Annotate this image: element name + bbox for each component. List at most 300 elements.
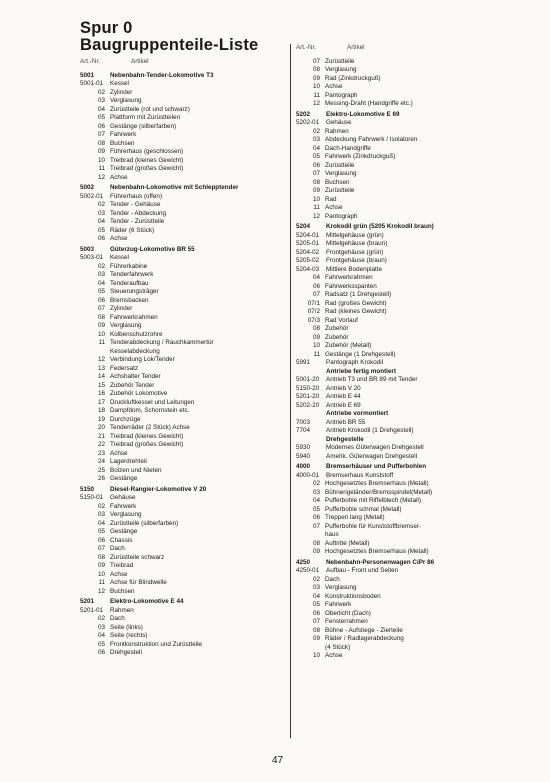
article-number: 11 [98, 579, 105, 586]
article-number: 14 [97, 373, 105, 380]
article-number: 08 [312, 325, 320, 332]
article-number: 10 [97, 330, 105, 338]
list-item [296, 300, 496, 309]
article-number: 10 [97, 570, 105, 578]
article-description: Plattform mit Zurüstteilen [110, 114, 180, 121]
article-number: 12 [97, 587, 105, 595]
article-description: Antriebe fertig montiert [326, 367, 396, 375]
article-number: 06 [97, 235, 105, 242]
article-number: 13 [97, 364, 105, 372]
article-description: Radsatz (1 Drehgestell) [325, 291, 392, 298]
list-item [80, 210, 285, 219]
article-description: Fahrwerkrahmen [325, 274, 373, 281]
left-column [80, 58, 285, 658]
list-item [80, 649, 285, 658]
article-number: 09 [312, 635, 320, 642]
article-description: Führerhaus (geschlossen) [110, 148, 184, 155]
article-number: 03 [312, 584, 320, 591]
list-item [296, 249, 496, 258]
article-description: Treibrad (großes Gewicht) [110, 165, 184, 172]
list-item [80, 494, 285, 503]
article-description: Rahmen [110, 606, 134, 614]
list-item [296, 317, 496, 326]
list-item [80, 218, 285, 227]
section-row [296, 559, 496, 568]
list-item [296, 410, 496, 419]
list-item [80, 288, 285, 297]
article-description: Zurüstteile schwarz [110, 553, 165, 561]
list-item [296, 334, 496, 343]
article-description: Antrieb BR 55 [326, 418, 366, 426]
article-description: Chassis [110, 536, 133, 544]
article-description: Verglasung [325, 66, 357, 73]
article-description: Kolbenschutzrohre [110, 330, 163, 338]
article-number: 5003 [80, 245, 95, 253]
article-description: Bremsbacken [110, 296, 149, 304]
article-description: Hochgesetztes Bremserhaus (Metall) [325, 548, 429, 555]
list-item [296, 652, 496, 661]
article-number [80, 348, 110, 357]
list-item [296, 567, 496, 576]
article-description: Elektro-Lokomotive E 69 [326, 110, 400, 118]
article-number: 07/2 [307, 308, 320, 315]
article-description: Tender - Gehäuse [110, 201, 161, 208]
article-number: 10 [312, 83, 320, 90]
list-item [296, 635, 496, 644]
article-description: Achse [110, 235, 128, 242]
article-number: 04 [97, 105, 105, 113]
list-item [80, 271, 285, 280]
article-description: Zurüstteile (silberfarben) [110, 519, 179, 527]
article-description: Pufferbohle schmal (Metall) [325, 505, 402, 513]
list-item [80, 193, 285, 202]
list-item [80, 227, 285, 236]
article-description: Zurüstteile (rot und schwarz) [110, 105, 190, 113]
article-description: Mittelgehäuse (grün) [326, 231, 384, 239]
article-description: Rad [325, 195, 337, 203]
article-number: 08 [312, 66, 320, 73]
article-description: Seite (rechts) [110, 632, 148, 639]
article-number: 4250 [296, 558, 311, 566]
article-number: 06 [97, 649, 105, 656]
article-description: Frontgehäuse (grün) [326, 248, 384, 256]
article-number: 26 [97, 475, 105, 482]
article-number: 06 [97, 122, 105, 130]
list-item [80, 123, 285, 132]
artikel-header: Artikel [131, 58, 149, 65]
article-number: 5202 [296, 110, 311, 118]
article-number: 4000 [296, 463, 311, 470]
list-item [296, 497, 496, 506]
article-description: Führerhaus (offen) [110, 192, 163, 200]
article-description: Treibrad (kleines Gewicht) [110, 156, 184, 164]
article-number: 08 [312, 539, 320, 547]
article-number: 03 [97, 271, 105, 278]
list-item [296, 584, 496, 593]
list-item [80, 305, 285, 314]
article-description: Treibrad (großes Gewicht) [110, 441, 184, 448]
list-item [80, 348, 285, 357]
article-description: Kessel [110, 254, 129, 261]
list-item [296, 75, 496, 84]
list-item [80, 641, 285, 650]
article-number: 5150-20 [296, 384, 320, 392]
article-number: 5002-01 [80, 192, 104, 200]
article-number: 08 [312, 626, 320, 634]
article-description: Zurüstteile [325, 187, 355, 194]
article-description: Verglasung [325, 584, 357, 591]
list-item [80, 297, 285, 306]
list-item [80, 441, 285, 450]
list-item [296, 393, 496, 402]
list-item [80, 235, 285, 244]
article-number: 04 [312, 497, 320, 504]
article-number: 07 [312, 522, 320, 530]
article-number: 5202-01 [296, 119, 320, 126]
section-row [80, 246, 285, 255]
article-number: 10 [312, 652, 320, 659]
list-item [296, 92, 496, 101]
list-item [80, 157, 285, 166]
article-description: Gestänge [110, 475, 138, 482]
list-item [296, 618, 496, 627]
article-number: 02 [312, 480, 320, 487]
article-description: Fahrwerksspanten [325, 282, 377, 290]
article-description: Zurüstteile [325, 161, 355, 169]
article-description: Tenderaufbau [110, 279, 149, 287]
article-description: Rad (kleines Gewicht) [325, 308, 387, 315]
list-item [80, 148, 285, 157]
article-number: 4250-01 [296, 567, 320, 574]
article-description: Zylinder [110, 305, 133, 312]
article-number: 05 [97, 114, 105, 121]
article-description: Verglasung [110, 511, 142, 518]
article-description: Güterzug-Lokomotive BR 55 [110, 245, 195, 253]
article-number: 09 [312, 74, 320, 82]
article-description: Buchsen [325, 178, 350, 186]
article-number: 23 [97, 449, 105, 457]
list-item [80, 562, 285, 571]
article-description: Antrieb V 20 [326, 384, 361, 392]
list-item [80, 373, 285, 382]
article-description: Antrieb T3 und BR 89 mit Tender [326, 376, 418, 383]
article-number: 20 [97, 424, 105, 431]
article-description: Druckluftkessel und Leitungen [110, 398, 195, 406]
article-number: 06 [312, 161, 320, 169]
article-description: Nebenbahn-Personenwagen CiPr 86 [326, 558, 435, 566]
article-description: Achshalter Tender [110, 373, 161, 380]
article-description: Rahmen [325, 127, 349, 135]
article-number: 05 [97, 640, 105, 648]
article-description: Federsatz [110, 364, 138, 372]
list-item [80, 607, 285, 616]
list-item [80, 165, 285, 174]
article-description: Durchzüge [110, 415, 141, 423]
list-item [296, 342, 496, 351]
list-item [296, 514, 496, 523]
article-number: 05 [97, 528, 105, 535]
article-description: Auftritte (Metall) [325, 539, 370, 547]
list-item [296, 187, 496, 196]
article-description: Nebenbahn-Lokomotive mit Schlepptender [110, 184, 239, 191]
article-number: 02 [97, 201, 105, 208]
list-item [296, 283, 496, 292]
article-number: 02 [312, 575, 320, 583]
article-description: Zubehör Lokomotive [110, 390, 168, 397]
list-item [80, 254, 285, 263]
list-item [80, 467, 285, 476]
list-item [80, 280, 285, 289]
article-description: Tender - Abdeckung [110, 209, 167, 217]
list-item [296, 576, 496, 585]
article-number: 16 [97, 390, 105, 397]
list-item [296, 119, 496, 128]
article-number: 24 [97, 458, 105, 465]
list-item [80, 131, 285, 140]
article-description: Elektro-Lokomotive E 44 [110, 598, 184, 605]
left-list [80, 72, 285, 658]
article-number: 05 [312, 505, 320, 513]
article-number: 12 [97, 173, 105, 181]
section-row [296, 111, 496, 120]
list-item [296, 540, 496, 549]
article-description: Hochgesetztes Bremserhaus (Metall) [325, 480, 429, 487]
list-item [296, 128, 496, 137]
list-item [80, 632, 285, 641]
list-item [296, 204, 496, 213]
article-number [296, 436, 326, 445]
article-description: Fensterrahmen [325, 618, 368, 625]
article-description: Modernes Güterwagen Drehgestell [326, 444, 424, 451]
list-item [296, 593, 496, 602]
article-description: Messing-Draht (Handgriffe etc.) [325, 100, 413, 107]
article-number: 5205-02 [296, 257, 320, 264]
list-item [80, 140, 285, 149]
list-item [296, 291, 496, 300]
article-number: 04 [97, 218, 105, 225]
article-number: 12 [312, 100, 320, 107]
list-item [296, 240, 496, 249]
article-description: Mittlere Bodenplatte [326, 265, 383, 273]
right-list [296, 58, 496, 661]
list-item [296, 274, 496, 283]
article-number: 07/1 [307, 299, 320, 307]
article-description: Dach [325, 575, 340, 583]
article-number: 04 [97, 279, 105, 287]
article-number: 09 [312, 548, 320, 555]
article-description: Zubehör Tender [110, 381, 155, 389]
article-description: Nebenbahn-Tender-Lokomotive T3 [110, 71, 214, 79]
list-item [80, 450, 285, 459]
article-number: 05 [97, 288, 105, 295]
list-item [296, 436, 496, 445]
list-item [80, 554, 285, 563]
article-description: Rad (großes Gewicht) [325, 299, 387, 307]
article-description: Verglasung [325, 170, 357, 177]
list-item [296, 58, 496, 67]
page-title [80, 20, 258, 54]
article-number: 07/3 [307, 316, 320, 324]
article-number: 05 [97, 226, 105, 234]
article-number: 06 [97, 296, 105, 304]
article-number: 5001-01 [80, 80, 104, 87]
article-number: 04 [97, 632, 105, 639]
section-row [80, 486, 285, 495]
list-item [296, 376, 496, 385]
article-number: 06 [312, 514, 320, 521]
article-description: Gehäuse [326, 119, 352, 126]
article-number: 05 [312, 153, 320, 160]
article-number: 5201-20 [296, 393, 320, 400]
article-description: Kessel [110, 80, 129, 87]
section-row [296, 223, 496, 232]
list-item [80, 424, 285, 433]
article-description: haus [325, 531, 339, 538]
article-description: Buchsen [110, 139, 135, 147]
article-description: Aufbau - Front und Seiten [326, 567, 399, 574]
article-number: 11 [313, 204, 320, 211]
article-description: Treppen lang (Metall) [325, 514, 385, 521]
article-description: Zubehör [325, 325, 349, 332]
list-item [296, 402, 496, 411]
article-number: 03 [312, 488, 320, 496]
article-description: Dampfdom, Schornstein etc. [110, 407, 190, 414]
list-item [296, 136, 496, 145]
list-item [296, 506, 496, 515]
article-number: 08 [97, 553, 105, 561]
list-item [80, 503, 285, 512]
list-item [80, 201, 285, 210]
article-description: Achse [325, 652, 343, 659]
list-item [80, 331, 285, 340]
article-description: Fahrwerk (Zinkdruckguß) [325, 153, 396, 160]
article-description: Oberlicht (Dach) [325, 609, 371, 617]
list-item [296, 489, 496, 498]
list-item [296, 170, 496, 179]
article-description: Bremserhaus Kunststoff [326, 471, 394, 479]
article-number: 7704 [296, 427, 311, 434]
list-item [296, 162, 496, 171]
article-description: Gehäuse [110, 494, 136, 501]
list-item [80, 624, 285, 633]
article-number: 10 [312, 195, 320, 203]
article-description: Dach [110, 545, 125, 552]
list-item [80, 263, 285, 272]
article-description: Bühnengeländer/Bremsspindel(Metall) [325, 488, 433, 496]
list-item [80, 416, 285, 425]
list-item [80, 571, 285, 580]
article-number: 5930 [296, 444, 311, 451]
article-number: 02 [97, 502, 105, 510]
article-number: 5204-02 [296, 248, 320, 256]
article-number: 4000-01 [296, 471, 320, 479]
article-description: Frontkonstruktion und Zurüstteile [110, 640, 203, 648]
list-item [296, 419, 496, 428]
article-description: Antrieb E 44 [326, 393, 361, 400]
article-number: 04 [97, 519, 105, 527]
article-description: Mittelgehäuse (braun) [326, 240, 388, 247]
article-number: 5002 [80, 184, 95, 191]
article-description: Dach-Handgriffe [325, 144, 371, 152]
article-description: (4 Stück) [325, 643, 351, 651]
article-number: 5204-01 [296, 231, 320, 239]
article-number: 06 [312, 609, 320, 617]
article-number: 11 [98, 165, 105, 172]
list-item [296, 548, 496, 557]
article-description: Zylinder [110, 88, 133, 96]
article-description: Pufferbohle für Kunststoffbremser- [325, 522, 422, 530]
article-number: 03 [312, 136, 320, 143]
article-number: 5201-01 [80, 606, 104, 614]
article-number: 5003-01 [80, 254, 104, 261]
art-nr-header: Art.-Nr. [80, 58, 100, 65]
article-number: 06 [97, 536, 105, 544]
article-description: Achse [325, 83, 343, 90]
article-number: 22 [97, 441, 105, 448]
list-item [296, 196, 496, 205]
article-number: 04 [312, 592, 320, 600]
article-description: Achse für Blindwelle [110, 579, 167, 586]
list-item [80, 322, 285, 331]
article-number: 03 [97, 209, 105, 217]
article-description: Achse [110, 449, 128, 457]
article-number [296, 531, 325, 540]
list-item [296, 480, 496, 489]
list-item [80, 528, 285, 537]
article-number: 25 [97, 466, 105, 474]
article-number: 02 [312, 127, 320, 135]
column-divider [290, 44, 291, 738]
article-number: 17 [97, 398, 105, 406]
article-description: Rad (Zinkdruckguß) [325, 74, 381, 82]
article-number: 09 [97, 562, 105, 569]
article-number [296, 410, 326, 419]
article-description: Zubehör (Metall) [325, 342, 372, 349]
list-item [80, 511, 285, 520]
list-item [80, 89, 285, 98]
list-item [80, 520, 285, 529]
list-item [80, 545, 285, 554]
article-description: Seite (links) [110, 623, 143, 631]
article-description: Fahrwerk [110, 131, 137, 138]
article-description: Achse [110, 173, 128, 181]
article-description: Fahrwerkrahmen [110, 313, 158, 321]
list-item [296, 257, 496, 266]
article-description: Tenderfahrwerk [110, 271, 154, 278]
article-number: 02 [97, 88, 105, 96]
list-item [296, 179, 496, 188]
list-item [80, 339, 285, 348]
list-item [296, 145, 496, 154]
article-description: Räder (6 Stück) [110, 226, 155, 234]
list-item [80, 356, 285, 365]
list-item [80, 365, 285, 374]
article-number: 5150 [80, 485, 95, 493]
title-line-1: Spur 0 [80, 19, 133, 37]
list-item [296, 472, 496, 481]
article-description: Konstruktionsboden [325, 592, 381, 600]
list-item [296, 100, 496, 109]
article-description: Bühne - Aufstiege - Zierteile [325, 626, 403, 634]
list-item [296, 368, 496, 377]
list-item [296, 644, 496, 653]
article-number: 06 [312, 282, 320, 290]
article-number: 5001 [80, 71, 95, 79]
article-number: 08 [97, 139, 105, 147]
article-description: Lagerdrehteil [110, 458, 147, 465]
article-description: Steuerungsträger [110, 288, 159, 295]
article-number: 11 [313, 91, 320, 99]
